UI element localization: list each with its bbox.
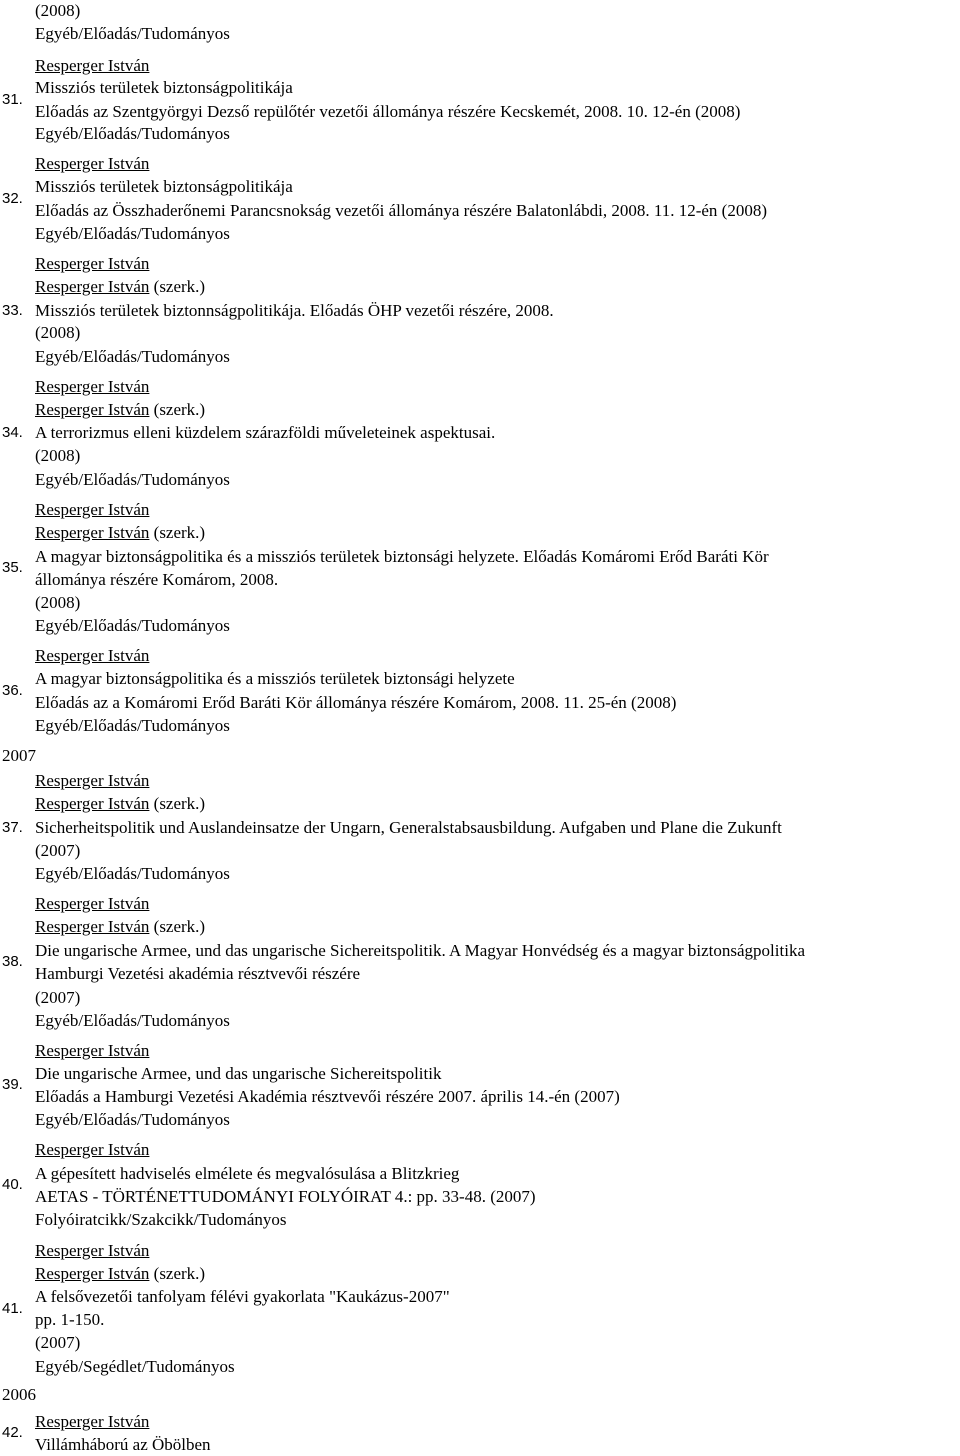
author-line [35, 522, 205, 544]
entry-number: 39. [2, 1076, 23, 1093]
entry-text-line: Egyéb/Előadás/Tudományos [35, 470, 230, 489]
entry-text-line: (2007) [35, 988, 81, 1007]
entry-text-line: állománya részére Komárom, 2008. [35, 570, 279, 589]
author-line [35, 1263, 205, 1285]
entry-text-line: Egyéb/Előadás/Tudományos [35, 24, 230, 43]
editor-suffix: (szerk.) [149, 277, 206, 296]
entry-number: 34. [2, 424, 23, 441]
entry-text-line: Sicherheitspolitik und Auslandeinsatze der Ungarn, Generalstabsausbildung. Aufgaben und Plane die Zukunft [35, 818, 782, 837]
entry-text-line: A felsővezetői tanfolyam félévi gyakorlata "Kaukázus-2007" [35, 1287, 450, 1306]
entry-number: 42. [2, 1424, 23, 1441]
entry-text-line: Egyéb/Segédlet/Tudományos [35, 1357, 235, 1376]
entry-text-line: Egyéb/Előadás/Tudományos [35, 124, 230, 143]
entry-text-line: A gépesített hadviselés elmélete és megvalósulása a Blitzkrieg [35, 1164, 460, 1183]
entry-text-line: Egyéb/Előadás/Tudományos [35, 1110, 230, 1129]
entry-text-line: Die ungarische Armee, und das ungarische Sichereitspolitik. A Magyar Honvédség és a magyar biztonságpolitika [35, 941, 805, 960]
author-link[interactable]: Resperger István [35, 771, 150, 790]
author-line [35, 253, 149, 275]
entry-text-line: (2008) [35, 323, 81, 342]
entry-text-line: pp. 1-150. [35, 1310, 105, 1329]
entry-text-line: Missziós területek biztonságpolitikája [35, 78, 293, 97]
author-line [35, 893, 149, 915]
author-link[interactable]: Resperger István [35, 56, 150, 75]
entry-text-line: A magyar biztonságpolitika és a missziós területek biztonsági helyzete [35, 669, 515, 688]
entry-number: 31. [2, 91, 23, 108]
author-line [35, 770, 149, 792]
author-link[interactable]: Resperger István [35, 277, 150, 296]
author-line [35, 499, 149, 521]
author-line [35, 399, 205, 421]
author-link[interactable]: Resperger István [35, 500, 150, 519]
entry-text-line: A magyar biztonságpolitika és a missziós területek biztonsági helyzete. Előadás Komáromi Erőd Baráti Kör [35, 547, 769, 566]
entry-text-line: A terrorizmus elleni küzdelem szárazföldi műveleteinek aspektusai. [35, 423, 496, 442]
entry-text-line: Hamburgi Vezetési akadémia résztvevői részére [35, 964, 361, 983]
author-link[interactable]: Resperger István [35, 254, 150, 273]
entry-text-line: AETAS - TÖRTÉNETTUDOMÁNYI FOLYÓIRAT 4.: pp. 33-48. (2007) [35, 1187, 536, 1206]
entry-number: 41. [2, 1300, 23, 1317]
author-link[interactable]: Resperger István [35, 794, 150, 813]
editor-suffix: (szerk.) [149, 1264, 206, 1283]
entry-text-line: (2008) [35, 1, 81, 20]
entry-number: 37. [2, 819, 23, 836]
year-heading: 2006 [2, 1385, 36, 1404]
entry-text-line: Előadás az a Komáromi Erőd Baráti Kör állománya részére Komárom, 2008. 11. 25-én (2008) [35, 693, 677, 712]
author-link[interactable]: Resperger István [35, 154, 150, 173]
entry-number: 40. [2, 1176, 23, 1193]
editor-suffix: (szerk.) [149, 523, 206, 542]
author-link[interactable]: Resperger István [35, 1241, 150, 1260]
author-link[interactable]: Resperger István [35, 646, 150, 665]
author-line [35, 1139, 149, 1161]
editor-suffix: (szerk.) [149, 794, 206, 813]
author-link[interactable]: Resperger István [35, 1412, 150, 1431]
entry-text-line: (2008) [35, 446, 81, 465]
editor-suffix: (szerk.) [149, 400, 206, 419]
author-line [35, 645, 149, 667]
author-link[interactable]: Resperger István [35, 894, 150, 913]
author-line [35, 55, 149, 77]
entry-text-line: (2007) [35, 841, 81, 860]
entry-number: 33. [2, 302, 23, 319]
author-link[interactable]: Resperger István [35, 1041, 150, 1060]
entry-number: 32. [2, 190, 23, 207]
entry-number: 35. [2, 559, 23, 576]
entry-text-line: Egyéb/Előadás/Tudományos [35, 864, 230, 883]
author-link[interactable]: Resperger István [35, 523, 150, 542]
entry-text-line: Egyéb/Előadás/Tudományos [35, 1011, 230, 1030]
editor-suffix: (szerk.) [149, 917, 206, 936]
entry-number: 38. [2, 953, 23, 970]
entry-text-line: Die ungarische Armee, und das ungarische Sichereitspolitik [35, 1064, 442, 1083]
author-line [35, 1040, 149, 1062]
author-line [35, 1411, 149, 1433]
author-link[interactable]: Resperger István [35, 1264, 150, 1283]
author-line [35, 916, 205, 938]
entry-text-line: Egyéb/Előadás/Tudományos [35, 347, 230, 366]
author-line [35, 276, 205, 298]
author-line [35, 153, 149, 175]
entry-text-line: Előadás az Összhaderőnemi Parancsnokság vezetői állománya részére Balatonlábdi, 2008. 11. 12-én (2008) [35, 201, 768, 220]
year-heading: 2007 [2, 746, 36, 765]
entry-text-line: Folyóiratcikk/Szakcikk/Tudományos [35, 1210, 287, 1229]
author-link[interactable]: Resperger István [35, 917, 150, 936]
author-link[interactable]: Resperger István [35, 400, 150, 419]
author-link[interactable]: Resperger István [35, 1140, 150, 1159]
entry-text-line: Missziós területek biztonnságpolitikája. Előadás ÖHP vezetői részére, 2008. [35, 301, 554, 320]
entry-number: 36. [2, 682, 23, 699]
author-line [35, 1240, 149, 1262]
entry-text-line: Missziós területek biztonságpolitikája [35, 177, 293, 196]
entry-text-line: (2007) [35, 1333, 81, 1352]
author-line [35, 793, 205, 815]
entry-text-line: (2008) [35, 593, 81, 612]
entry-text-line: Előadás az Szentgyörgyi Dezső repülőtér vezetői állománya részére Kecskemét, 2008. 10. 12-én (2008) [35, 102, 741, 121]
entry-text-line: Egyéb/Előadás/Tudományos [35, 716, 230, 735]
entry-text-line: Előadás a Hamburgi Vezetési Akadémia résztvevői részére 2007. április 14.-én (2007) [35, 1087, 620, 1106]
author-line [35, 376, 149, 398]
entry-text-line: Villámháború az Öbölben [35, 1435, 211, 1454]
entry-text-line: Egyéb/Előadás/Tudományos [35, 616, 230, 635]
author-link[interactable]: Resperger István [35, 377, 150, 396]
entry-text-line: Egyéb/Előadás/Tudományos [35, 224, 230, 243]
